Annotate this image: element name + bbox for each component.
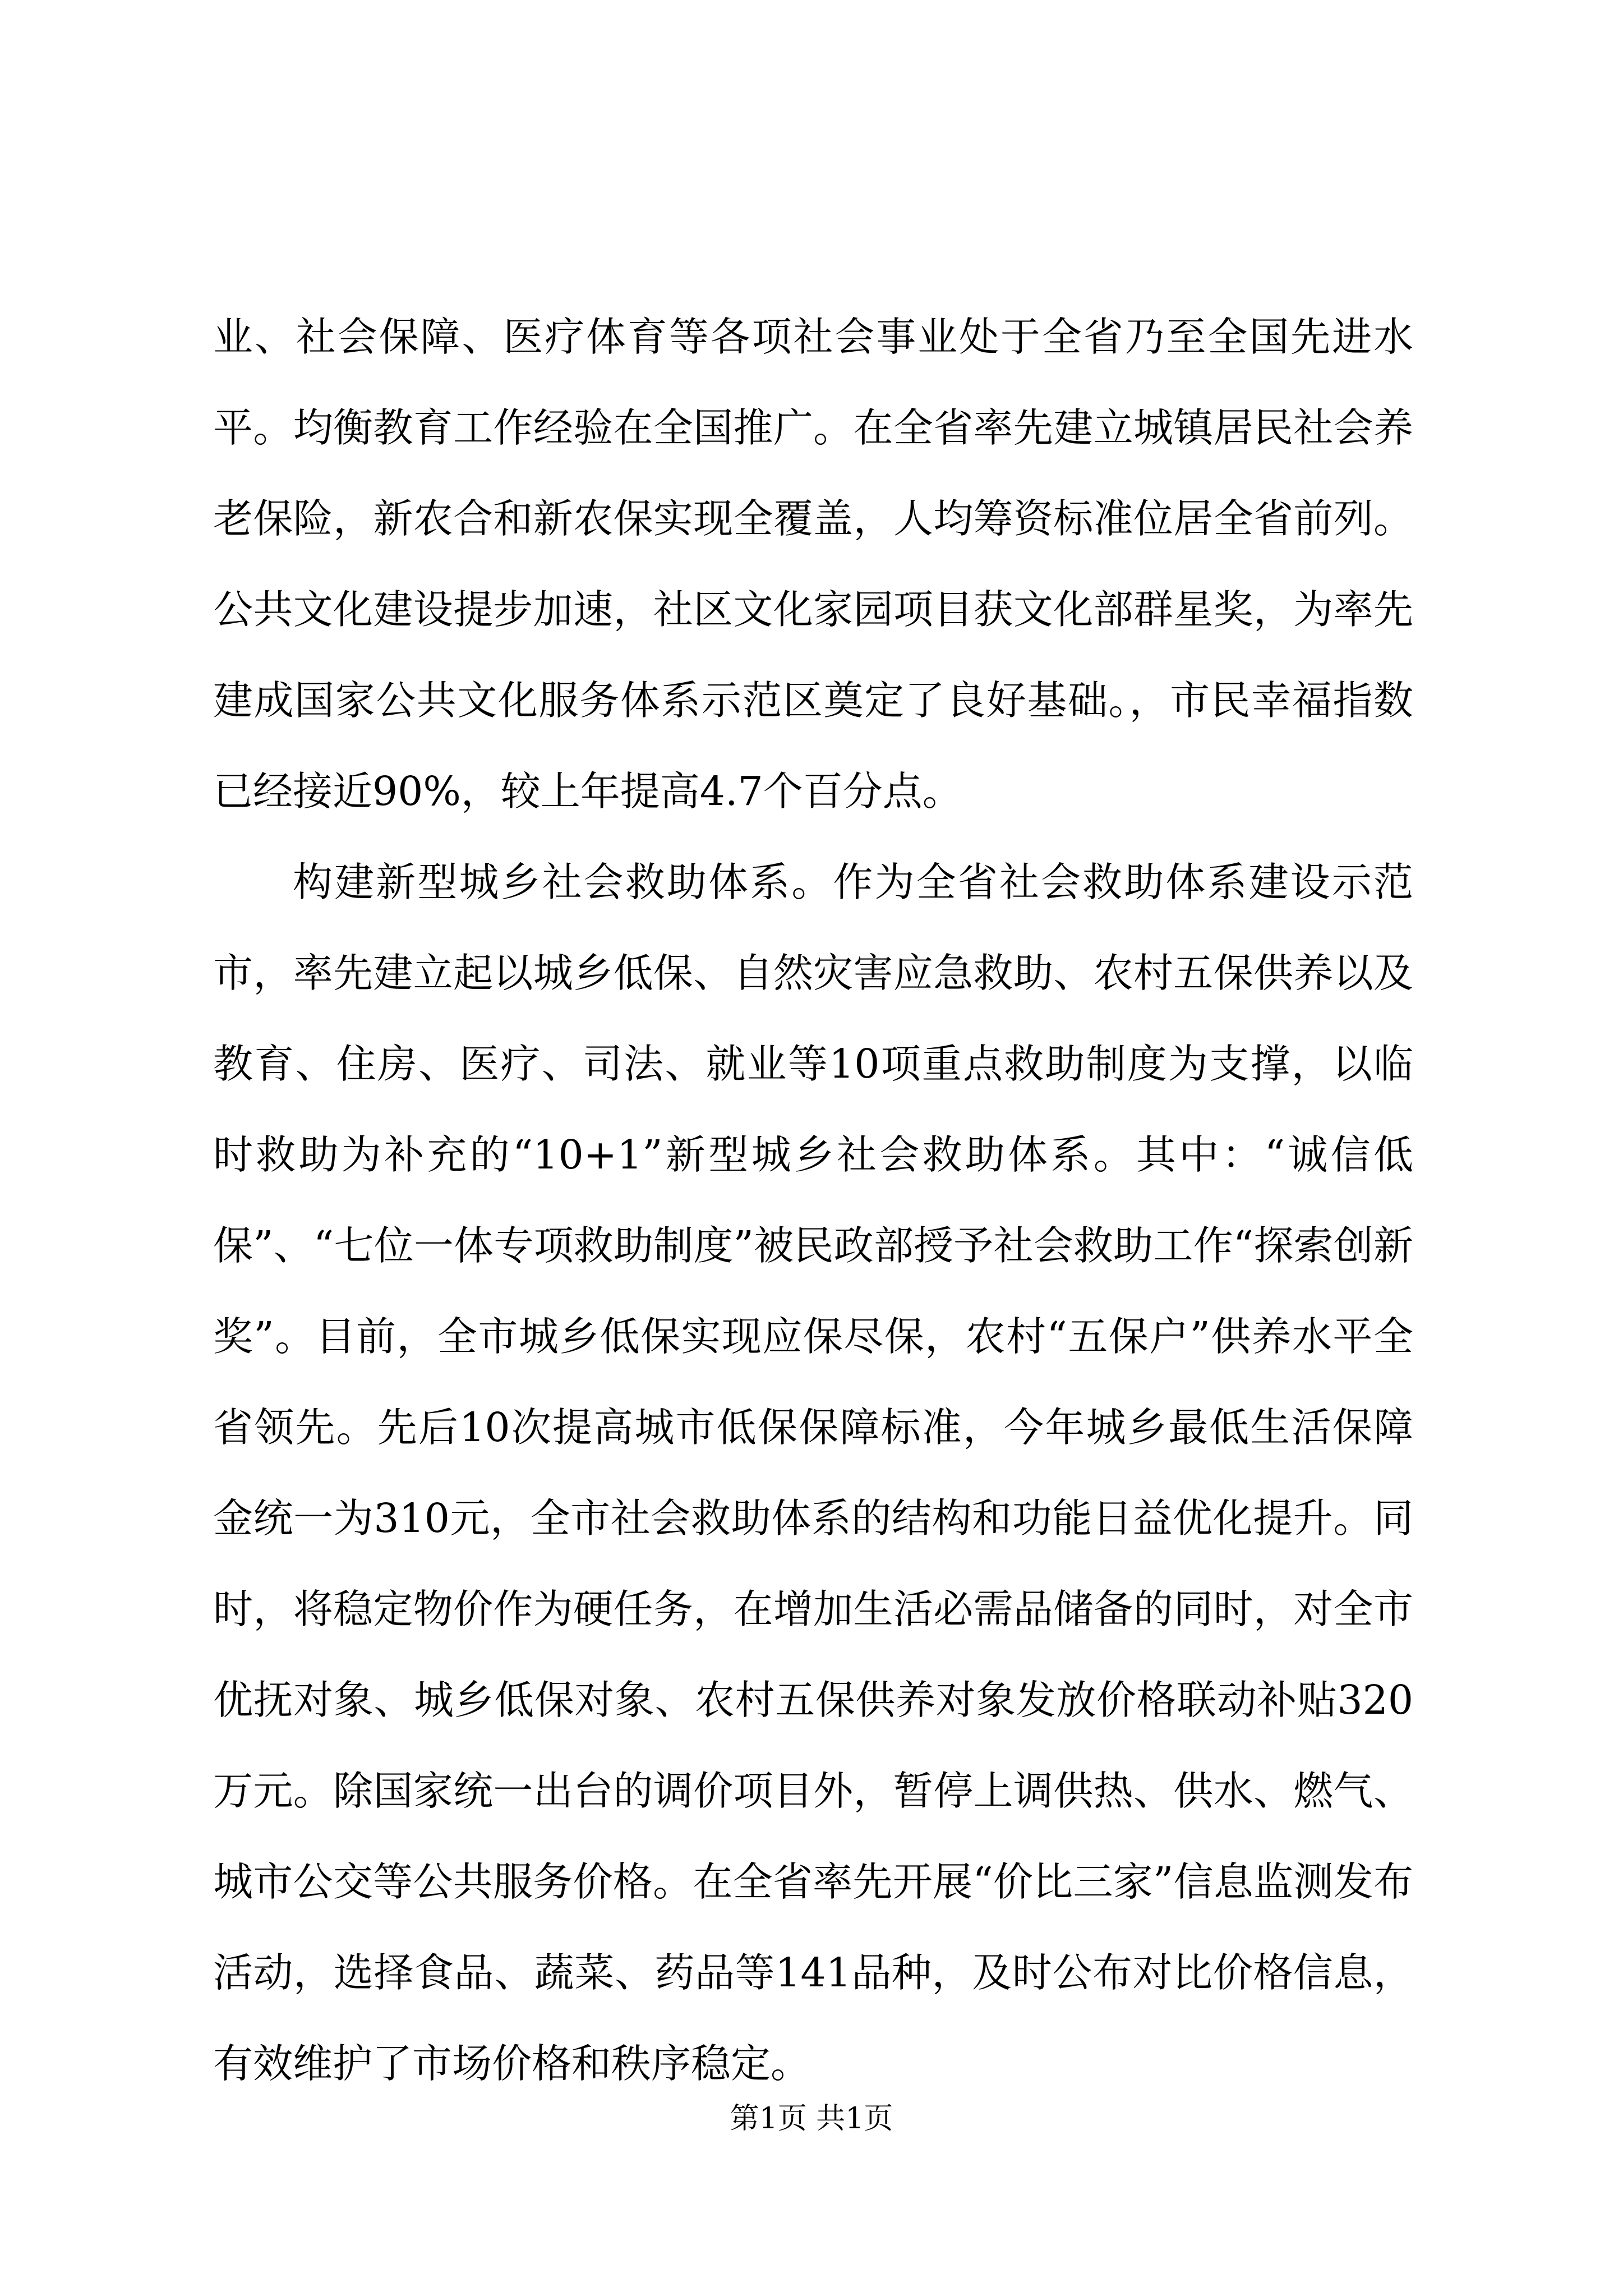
paragraph-continuation: 业、社会保障、医疗体育等各项社会事业处于全省乃至全国先进水平。均衡教育工作经验在全国推广。在全省率先建立城镇居民社会养老保险，新农合和新农保实现全覆盖，人均筹资标准位居全省前列。公共文化建设提步加速，社区文化家园项目获文化部群星奖，为率先建成国家公共文化服务体系示范区奠定了良好基础。，市民幸福指数已经接近90%，较上年提高4.7个百分点。 [213,314,1413,815]
page-number-footer: 第1页 共1页 [730,2102,893,2136]
paragraph-social-assistance: 构建新型城乡社会救助体系。作为全省社会救助体系建设示范市，率先建立起以城乡低保、自然灾害应急救助、农村五保供养以及教育、住房、医疗、司法、就业等10项重点救助制度为支撑，以临时救助为补充的“10+1”新型城乡社会救助体系。其中：“诚信低保”、“七位一体专项救助制度”被民政部授予社会救助工作“探索创新奖”。目前，全市城乡低保实现应保尽保，农村“五保户”供养水平全省领先。先后10次提高城市低保保障标准，今年城乡最低生活保障金统一为310元，全市社会救助体系的结构和功能日益优化提升。同时，将稳定物价作为硬任务，在增加生活必需品储备的同时，对全市优抚对象、城乡低保对象、农村五保供养对象发放价格联动补贴320万元。除国家统一出台的调价项目外，暂停上调供热、供水、燃气、城市公交等公共服务价格。在全省率先开展“价比三家”信息监测发布活动，选择食品、蔬菜、药品等141品种，及时公布对比价格信息，有效维护了市场价格和秩序稳定。 [213,859,1413,2087]
document-body [213,292,1413,2109]
